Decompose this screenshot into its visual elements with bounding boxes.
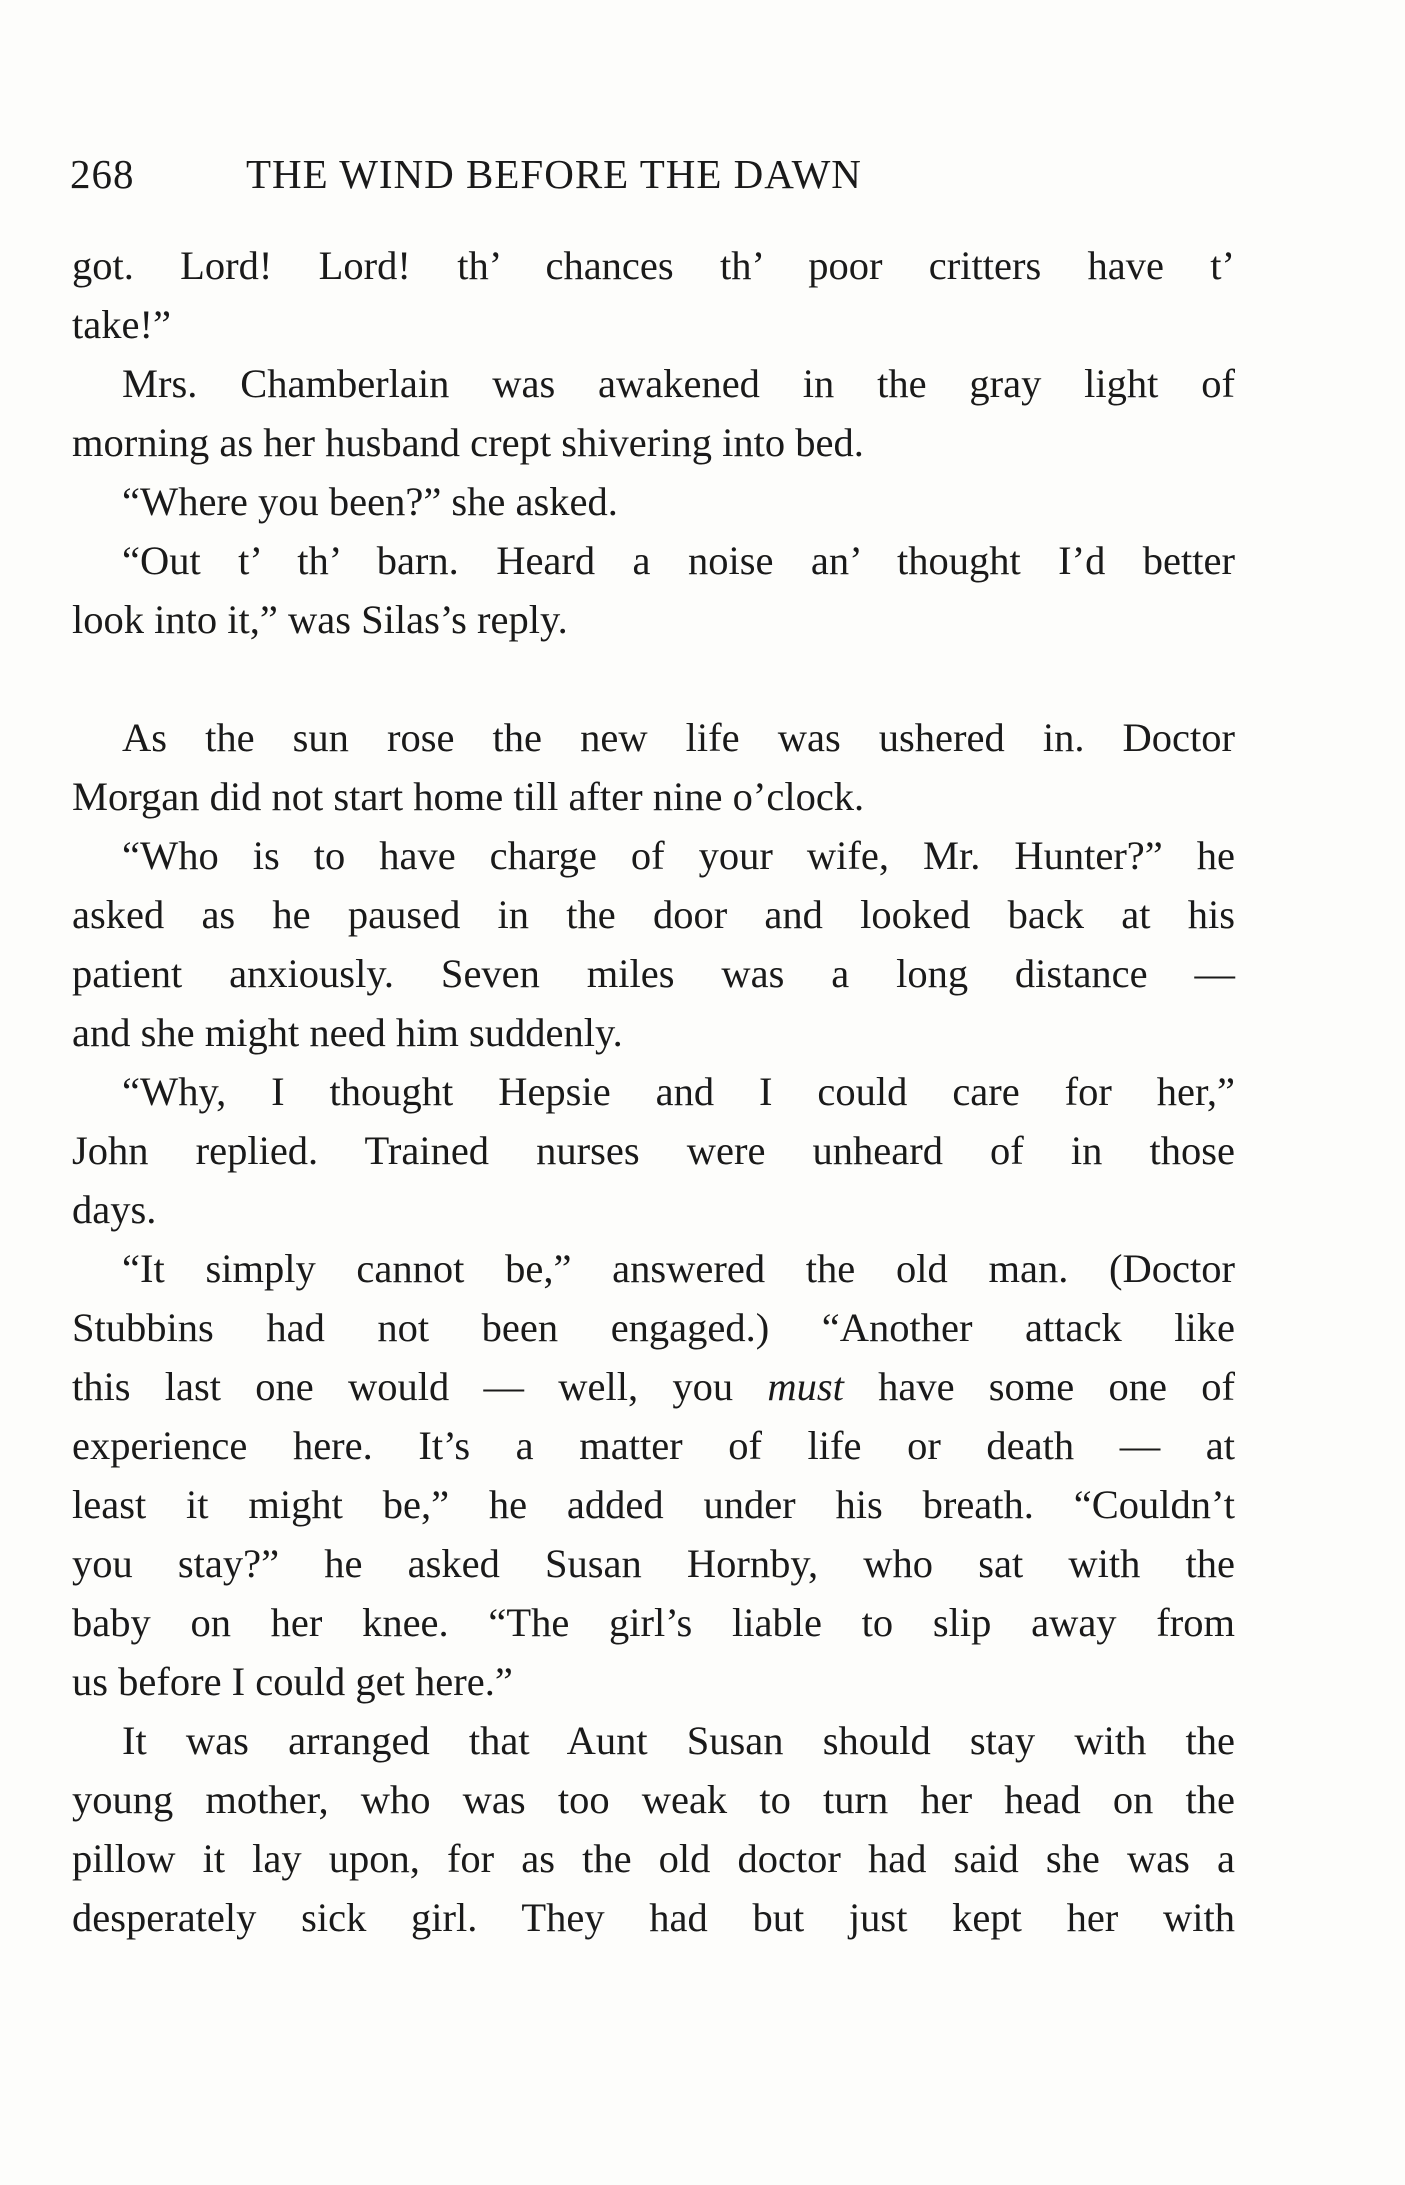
body-text <box>72 236 1235 1947</box>
text-line: “Where you been?” she asked. <box>122 479 618 524</box>
text-line: young mother, who was too weak to turn her head on the <box>72 1777 1235 1822</box>
text-line: asked as he paused in the door and looked back at his <box>72 892 1235 937</box>
italic-text: must <box>767 1364 844 1409</box>
text-line: John replied. Trained nurses were unheard of in those <box>72 1128 1235 1173</box>
text-fragment: have some one of <box>878 1364 1235 1409</box>
text-line: Stubbins had not been engaged.) “Another attack like <box>72 1305 1235 1350</box>
section-break <box>72 649 1235 708</box>
text-line: look into it,” was Silas’s reply. <box>72 597 568 642</box>
text-line: “Who is to have charge of your wife, Mr. Hunter?” he <box>122 833 1235 878</box>
page-header <box>70 150 1235 210</box>
text-fragment: this last one would — well, you <box>72 1364 734 1409</box>
text-line: patient anxiously. Seven miles was a long distance — <box>72 951 1235 996</box>
text-line: got. Lord! Lord! th’ chances th’ poor critters have t’ <box>72 243 1235 288</box>
text-line: morning as her husband crept shivering into bed. <box>72 420 864 465</box>
text-line: As the sun rose the new life was ushered in. Doctor <box>122 715 1235 760</box>
page-number: 268 <box>70 151 135 197</box>
text-line <box>72 1357 1235 1416</box>
text-line: Morgan did not start home till after nine o’clock. <box>72 774 865 819</box>
text-line: “It simply cannot be,” answered the old man. (Doctor <box>122 1246 1235 1291</box>
text-line: “Why, I thought Hepsie and I could care for her,” <box>122 1069 1235 1114</box>
running-title: THE WIND BEFORE THE DAWN <box>246 151 862 197</box>
text-line: us before I could get here.” <box>72 1659 513 1704</box>
text-line: pillow it lay upon, for as the old doctor had said she was a <box>72 1836 1235 1881</box>
text-line: and she might need him suddenly. <box>72 1010 623 1055</box>
text-line: baby on her knee. “The girl’s liable to slip away from <box>72 1600 1235 1645</box>
text-line: It was arranged that Aunt Susan should stay with the <box>122 1718 1235 1763</box>
text-line: take!” <box>72 302 171 347</box>
text-line: “Out t’ th’ barn. Heard a noise an’ thought I’d better <box>122 538 1235 583</box>
text-line: you stay?” he asked Susan Hornby, who sat with the <box>72 1541 1235 1586</box>
text-line: least it might be,” he added under his breath. “Couldn’t <box>72 1482 1235 1527</box>
text-line: desperately sick girl. They had but just kept her with <box>72 1895 1235 1940</box>
text-line: experience here. It’s a matter of life or death — at <box>72 1423 1235 1468</box>
text-line: days. <box>72 1187 157 1232</box>
text-line: Mrs. Chamberlain was awakened in the gray light of <box>122 361 1235 406</box>
